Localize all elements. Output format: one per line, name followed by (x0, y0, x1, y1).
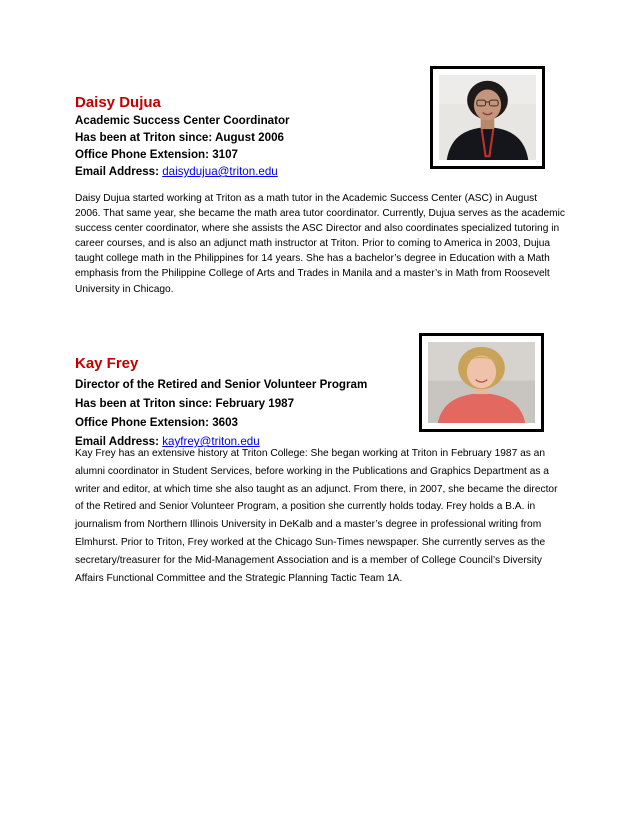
email-link[interactable]: daisydujua@triton.edu (162, 165, 278, 178)
profile-since: Has been at Triton since: February 1987 (75, 397, 295, 410)
profile-name: Daisy Dujua (75, 94, 161, 111)
profile-bio: Daisy Dujua started working at Triton as a math tutor in the Academic Success Center (ASC) in August 2006. That same year, she became the math area tutor coordinator. Currently, Dujua serves as the academic success center coordinator, where she assists the ASC Director and also coordinates specialized tutoring in career courses, and is also an adjunct math instructor at Triton. Prior to coming to America in 2003, Dujua taught college math in the Philippines for 14 years. She has a bachelor’s degree in Education with a Math emphasis from the Philippine College of Arts and Trades in Manila and a master’s in Math from Roosevelt University in Chicago. (75, 193, 566, 295)
profile-bio: Kay Frey has an extensive history at Triton College: She began working at Triton in February 1987 as an alumni coordinator in Student Services, before working in the Publications and Graphics Department as a writer and editor, at which time she also taught as an adjunct. From there, in 2007, she became the director of the Retired and Senior Volunteer Program, a position she currently holds today. Frey holds a B.A. in journalism from Northern Illinois University in DeKalb and a master’s degree in professional writing from Elmhurst. Prior to Triton, Frey worked at the Chicago Sun-Times newspaper. She currently serves as the secretary/treasurer for the Mid-Management Association and is a member of College Council’s Diversity Affairs Functional Committee and the Strategic Planning Tactic Team 1A. (75, 448, 558, 584)
profile-photo-frame (430, 66, 545, 169)
portrait-photo (428, 342, 535, 423)
profile-phone: Office Phone Extension: 3107 (75, 148, 239, 161)
profile-name: Kay Frey (75, 355, 139, 372)
profile-kay-frey (75, 355, 367, 451)
profile-since: Has been at Triton since: August 2006 (75, 131, 284, 144)
profile-title: Director of the Retired and Senior Volunteer Program (75, 378, 368, 391)
profile-phone: Office Phone Extension: 3603 (75, 416, 239, 429)
email-label: Email Address: (75, 165, 159, 178)
profile-title: Academic Success Center Coordinator (75, 114, 290, 127)
email-link[interactable]: kayfrey@triton.edu (162, 435, 260, 448)
profile-photo-frame (419, 333, 544, 432)
profile-daisy-dujua (75, 94, 290, 180)
profile-email-row (75, 163, 290, 180)
email-label: Email Address: (75, 435, 159, 448)
portrait-photo (439, 75, 536, 160)
